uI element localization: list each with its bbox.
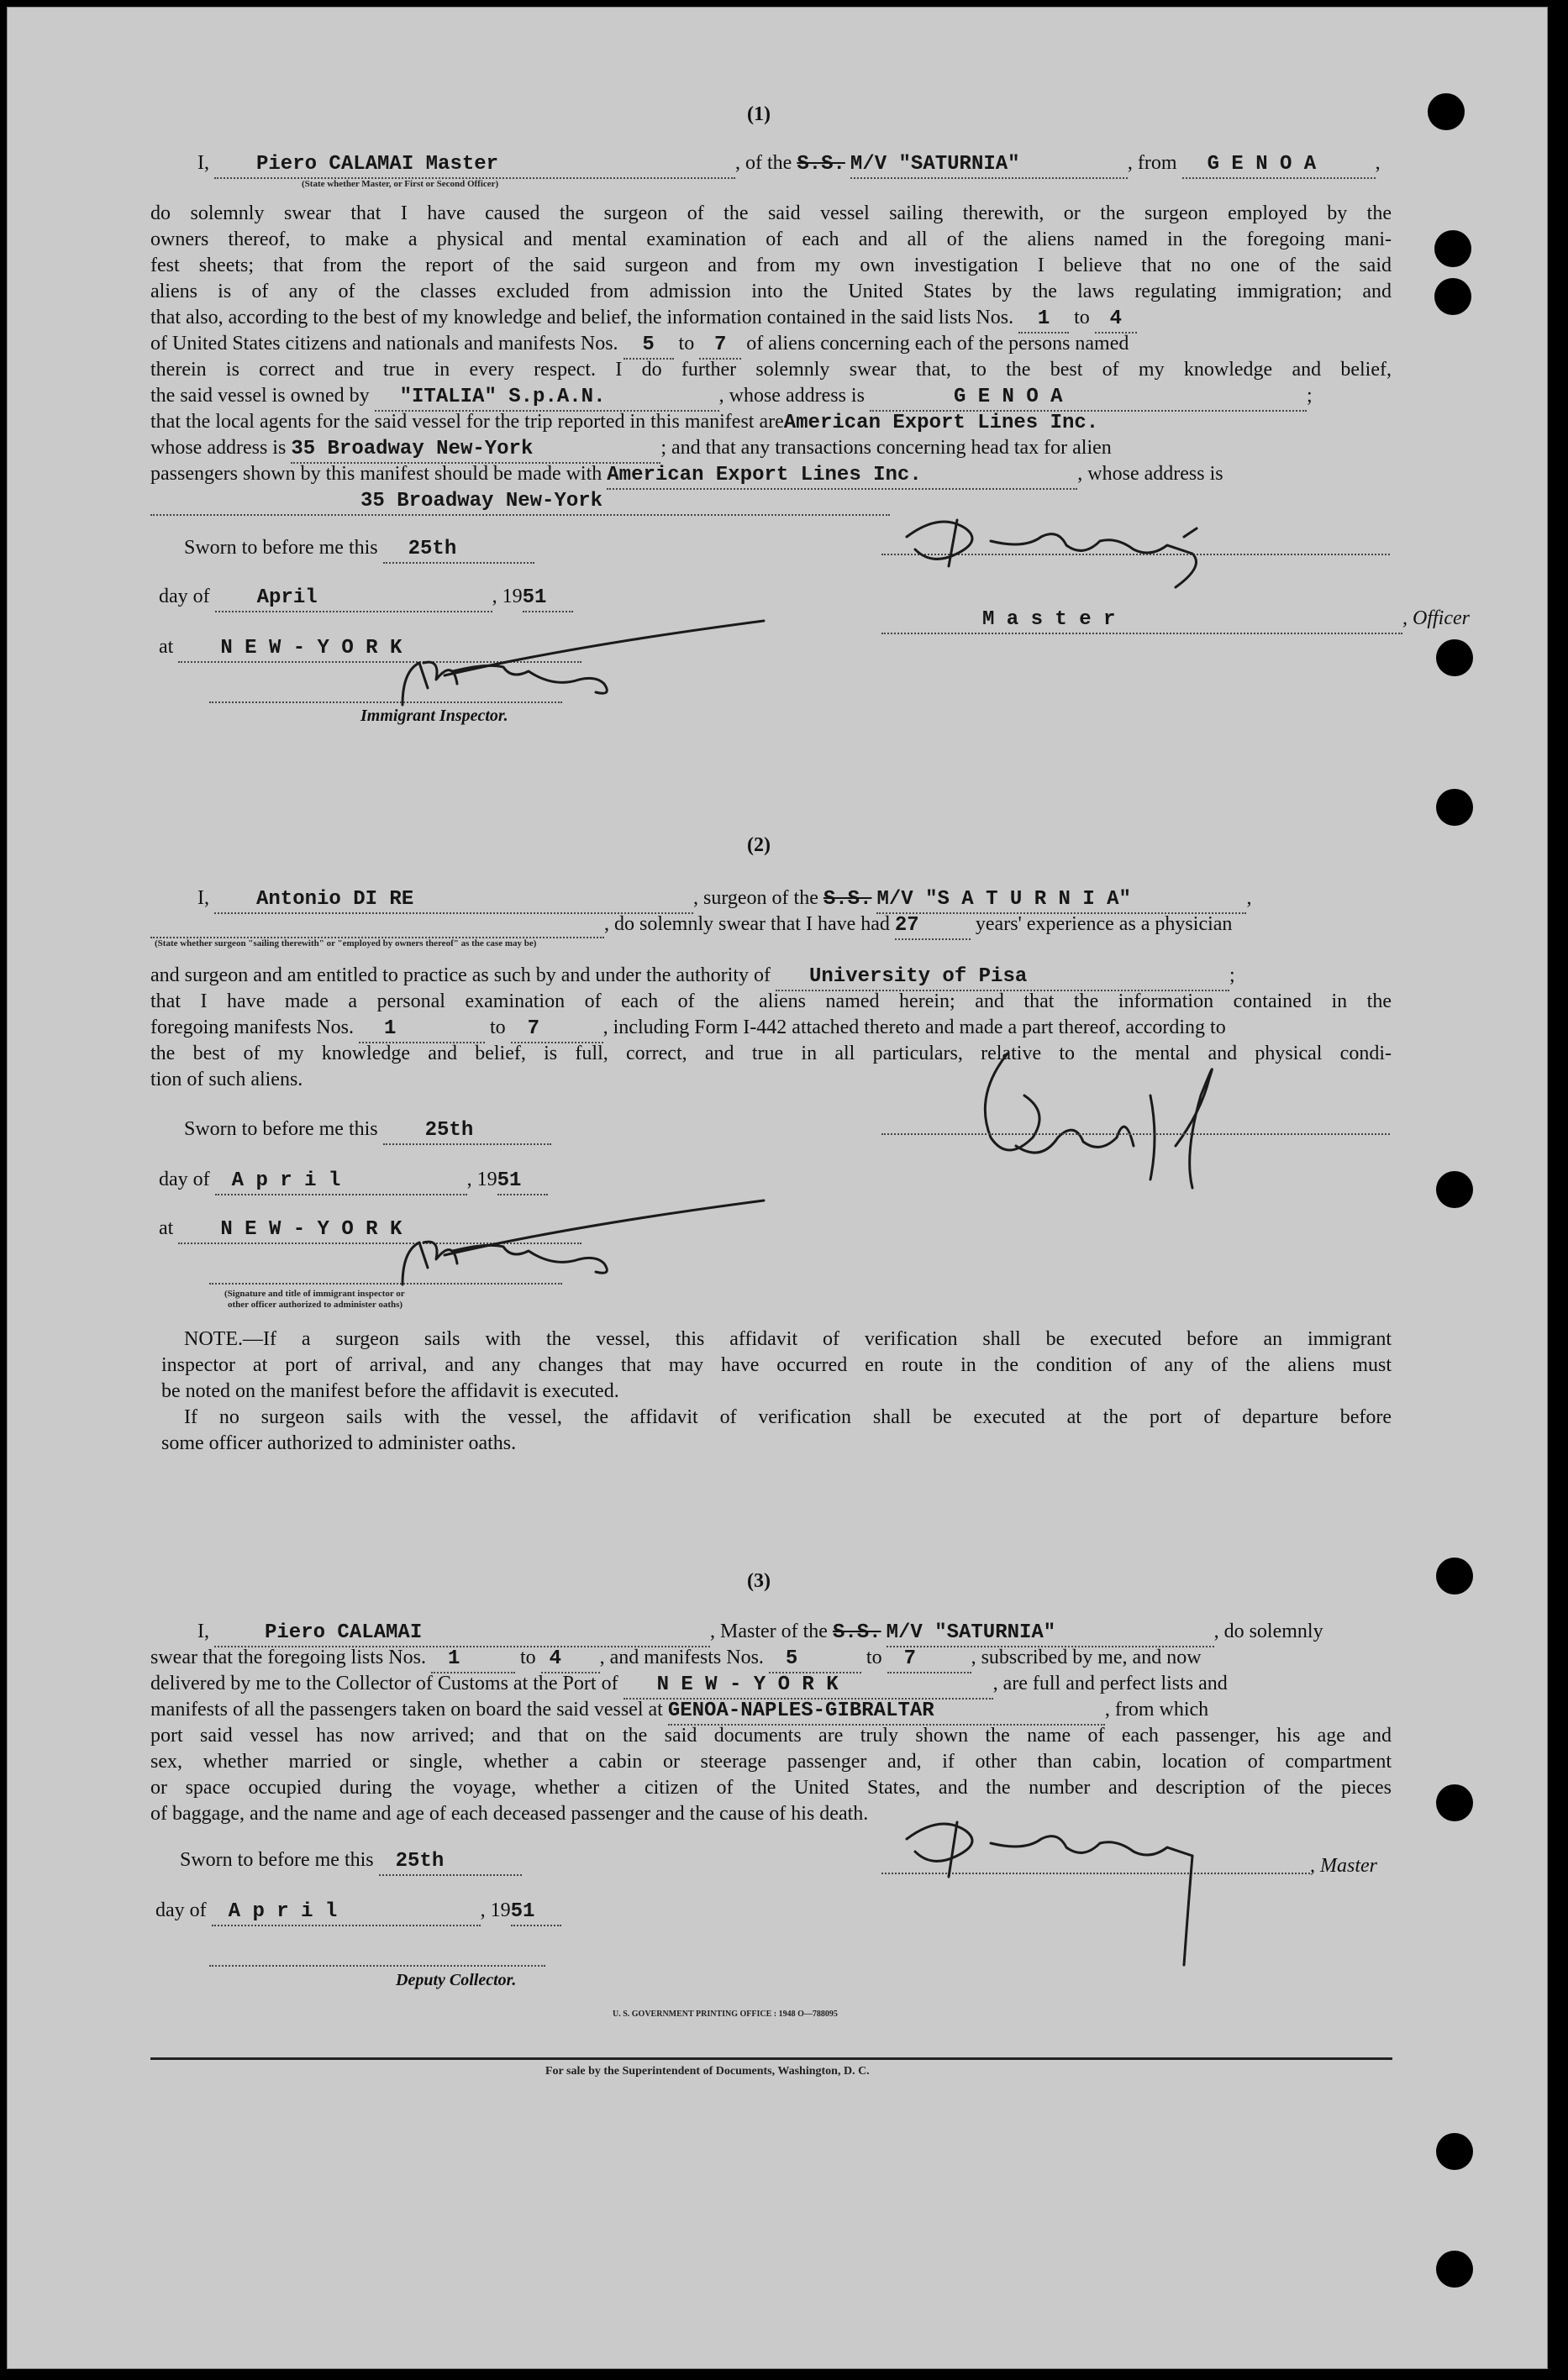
paragraph-line: that I have made a personal examination of each of the aliens named herein; and that the information contained in the xyxy=(150,990,1392,1012)
paragraph-line: fest sheets; that from the report of the said surgeon and from my own investigation I believe that no one of the said xyxy=(150,255,1392,276)
paragraph-line: sex, whether married or single, whether a cabin or steerage passenger and, if other than cabin, location of compartment xyxy=(150,1751,1392,1773)
note-line: be noted on the manifest before the affidavit is executed. xyxy=(161,1380,619,1402)
day-of-line: day of A p r i l , 1951 xyxy=(155,1898,561,1926)
port-field: G E N O A xyxy=(1182,152,1376,179)
paragraph-line: whose address is 35 Broadway New-York ; and that any transactions concerning head tax for alien xyxy=(150,435,1112,464)
vessel-field: M/V "SATURNIA" xyxy=(850,152,1128,179)
note-line: some officer authorized to administer oaths. xyxy=(161,1432,517,1454)
oath-line: I, Piero CALAMAI Master , of the S.S. M/V "SATURNIA" , from G E N O A , xyxy=(197,150,1381,179)
inspector-signature xyxy=(360,612,797,713)
paragraph-line: and surgeon and am entitled to practice as such by and under the authority of University of Pisa ; xyxy=(150,963,1235,991)
state-note: (State whether surgeon "sailing therewith" or "employed by owners thereof" as the case may be) xyxy=(155,938,537,948)
master-signature xyxy=(890,1805,1260,1973)
paragraph-line: of United States citizens and nationals and manifests Nos. 5 to 7 of aliens concerning each of the persons named xyxy=(150,331,1129,360)
paragraph-line: tion of such aliens. xyxy=(150,1069,303,1090)
owner-field: "ITALIA" S.p.A.N. xyxy=(375,385,719,412)
note-line: If no surgeon sails with the vessel, the affidavit of verification shall be executed at the port of departure before xyxy=(184,1406,1392,1428)
paragraph-line: that the local agents for the said vessel for the trip reported in this manifest areAmerican Export Lines Inc. xyxy=(150,411,1099,434)
oath-line: , do solemnly swear that I have had 27 years' experience as a physician xyxy=(150,912,1232,940)
surgeon-signature xyxy=(957,1045,1276,1196)
punch-hole xyxy=(1436,1784,1473,1821)
punch-hole xyxy=(1436,789,1473,826)
paragraph-line: owners thereof, to make a physical and mental examination of each and all of the aliens named in the foregoing mani- xyxy=(150,229,1392,250)
inspector-label: Immigrant Inspector. xyxy=(360,707,508,725)
paragraph-line: aliens is of any of the classes excluded from admission into the United States by the laws regulating immigration; and xyxy=(150,281,1392,302)
paragraph-line: that also, according to the best of my knowledge and belief, the information contained in the said lists Nos. 1 to 4 xyxy=(150,305,1137,334)
punch-hole xyxy=(1436,1171,1473,1208)
sworn-line: Sworn to before me this 25th xyxy=(184,535,534,564)
paragraph-line: do solemnly swear that I have caused the surgeon of the said vessel sailing therewith, or the surgeon employed by the xyxy=(150,202,1392,224)
paragraph-line xyxy=(150,487,890,516)
at-line: at N E W - Y O R K xyxy=(159,1216,581,1244)
inspector-signature-line xyxy=(209,1283,562,1285)
paragraph-line: the said vessel is owned by "ITALIA" S.p.A.N. , whose address is G E N O A ; xyxy=(150,383,1313,412)
paragraph-line: of baggage, and the name and age of each deceased passenger and the cause of his death. xyxy=(150,1803,869,1825)
paragraph-line: delivered by me to the Collector of Customs at the Port of N E W - Y O R K , are full and perfect lists and xyxy=(150,1671,1228,1700)
agents-field: American Export Lines Inc. xyxy=(783,412,1099,434)
section-number: (1) xyxy=(747,103,771,125)
punch-hole xyxy=(1436,2133,1473,2170)
headtax-agent-field: American Export Lines Inc. xyxy=(607,463,1077,490)
section-number: (3) xyxy=(747,1570,771,1592)
punch-hole xyxy=(1434,230,1471,267)
punch-hole xyxy=(1436,639,1473,676)
paragraph-line: foregoing manifests Nos. 1 to 7 , including Form I-442 attached thereto and made a part thereof, according to xyxy=(150,1015,1226,1043)
master-label: , Master xyxy=(1310,1855,1377,1877)
sale-line: For sale by the Superintendent of Documents, Washington, D. C. xyxy=(545,2065,870,2078)
master-name-field: Piero CALAMAI Master xyxy=(214,152,735,179)
paragraph-line: swear that the foregoing lists Nos. 1 to 4 , and manifests Nos. 5 to 7 , subscribed by me, and now xyxy=(150,1645,1202,1673)
oath-line: I, Piero CALAMAI , Master of the S.S. M/V "SATURNIA" , do solemnly xyxy=(197,1619,1323,1647)
master-name-field: Piero CALAMAI xyxy=(214,1621,710,1647)
note-line: inspector at port of arrival, and any changes that may have occurred en route in the condition of any of the aliens must xyxy=(161,1354,1392,1376)
vessel-field: M/V "S A T U R N I A" xyxy=(876,887,1246,914)
master-signature xyxy=(890,503,1243,596)
paragraph-line: the best of my knowledge and belief, is full, correct, and true in all particulars, relative to the mental and physical condi- xyxy=(150,1043,1392,1064)
state-note: (State whether Master, or First or Second Officer) xyxy=(302,179,499,189)
collector-label: Deputy Collector. xyxy=(396,1971,517,1989)
day-of-line: day of A p r i l , 1951 xyxy=(159,1167,548,1195)
day-of-line: day of April , 1951 xyxy=(159,584,573,612)
agents-address-field: 35 Broadway New-York xyxy=(291,437,660,464)
inspector-signature xyxy=(360,1192,797,1293)
sworn-line: Sworn to before me this 25th xyxy=(184,1116,551,1145)
paragraph-line: passengers shown by this manifest should be made with American Export Lines Inc. , whose address is xyxy=(150,461,1223,490)
signature-note: (Signature and title of immigrant inspector or xyxy=(224,1289,405,1299)
oath-line: I, Antonio DI RE , surgeon of the S.S. M/V "S A T U R N I A" , xyxy=(197,885,1251,914)
paragraph-line: or space occupied during the voyage, whether a citizen of the United States, and the number and description of the pieces xyxy=(150,1777,1392,1799)
paragraph-line: manifests of all the passengers taken on board the said vessel at GENOA-NAPLES-GIBRALTAR , from which xyxy=(150,1697,1208,1726)
punch-hole xyxy=(1434,278,1471,315)
vessel-field: M/V "SATURNIA" xyxy=(887,1621,1214,1647)
signature-note: other officer authorized to administer oaths) xyxy=(228,1300,403,1310)
punch-hole xyxy=(1428,93,1465,130)
owner-address-field: G E N O A xyxy=(870,385,1307,412)
note-line: NOTE.—If a surgeon sails with the vessel, this affidavit of verification shall be executed before an immigrant xyxy=(184,1328,1392,1350)
manifest-affidavit-page xyxy=(7,7,1548,2369)
section-number: (2) xyxy=(747,834,771,856)
printing-office-line: U. S. GOVERNMENT PRINTING OFFICE : 1948 O—788095 xyxy=(613,2010,838,2019)
punch-hole xyxy=(1436,2251,1473,2288)
ports-field: GENOA-NAPLES-GIBRALTAR xyxy=(668,1699,1105,1726)
surgeon-signature-line xyxy=(881,1133,1390,1135)
punch-hole xyxy=(1436,1558,1473,1595)
paragraph-line: therein is correct and true in every respect. I do further solemnly swear that, to the best of my knowledge and belief, xyxy=(150,359,1392,381)
headtax-address-field: 35 Broadway New-York xyxy=(150,489,890,516)
collector-signature-line xyxy=(209,1965,545,1967)
sworn-line: Sworn to before me this 25th xyxy=(180,1847,522,1876)
paragraph-line: port said vessel has now arrived; and that on the said documents are truly shown the name of each passenger, his age and xyxy=(150,1725,1392,1747)
footer-rule xyxy=(150,2057,1392,2060)
master-title-line: M a s t e r , Officer xyxy=(881,606,1470,634)
surgeon-name-field: Antonio DI RE xyxy=(214,887,693,914)
at-line: at N E W - Y O R K xyxy=(159,634,581,663)
authority-field: University of Pisa xyxy=(776,964,1229,991)
